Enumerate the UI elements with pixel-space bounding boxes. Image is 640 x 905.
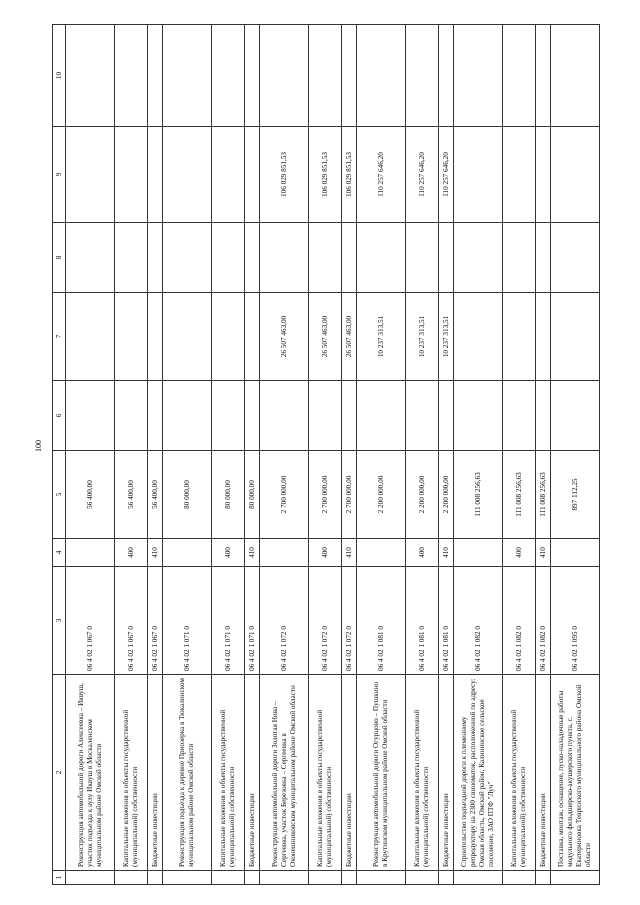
item-name-cell: Бюджетные инвестиции [148,675,163,871]
amount-cell [551,25,600,127]
amount-cell [551,293,600,381]
expense-type-cell [454,539,503,567]
expense-type-cell [551,539,600,567]
classification-code-cell: 06 4 02 1 072 0 [309,567,342,675]
amount-cell [309,223,342,293]
amount-cell [163,223,212,293]
amount-cell [212,25,245,127]
header-cell: 5 [53,451,66,539]
amount-cell [212,127,245,223]
amount-cell [163,127,212,223]
amount-cell [454,381,503,451]
amount-cell: 2 700 000,00 [309,451,342,539]
expense-type-cell: 400 [212,539,245,567]
amount-cell [503,223,536,293]
table-row [357,25,406,885]
amount-cell [66,223,115,293]
rotated-page [52,25,632,885]
row-index-cell [66,871,115,885]
amount-cell [115,127,148,223]
amount-cell: 110 257 646,20 [357,127,406,223]
row-index-cell [342,871,357,885]
amount-cell [212,223,245,293]
item-name-cell: Реконструкция автомобильной дороги Золотая Нива – Сергеевка, участок Березовка – Сергеевка в Оконешниковском муниципальном районе Омской области [260,675,309,871]
item-name-cell: Строительство подъездной дороги к племенному репродуктору на 2300 свиноматок, расположенной по адресу: Омская область, Омский район, Калининское сельское поселение, ЗАО ПТФ "Луч" [454,675,503,871]
amount-cell [503,381,536,451]
amount-cell [536,25,551,127]
amount-cell: 56 400,00 [66,451,115,539]
classification-code-cell: 06 4 02 1 082 0 [454,567,503,675]
classification-code-cell: 06 4 02 1 082 0 [503,567,536,675]
amount-cell: 10 237 313,51 [406,293,439,381]
amount-cell [115,223,148,293]
amount-cell [260,381,309,451]
amount-cell: 106 029 851,53 [309,127,342,223]
amount-cell [148,381,163,451]
item-name-cell: Бюджетные инвестиции [439,675,454,871]
item-name-cell: Бюджетные инвестиции [245,675,260,871]
expense-type-cell: 410 [342,539,357,567]
amount-cell [163,381,212,451]
table-row [536,25,551,885]
header-row [53,25,66,885]
amount-cell [342,223,357,293]
expense-type-cell: 410 [245,539,260,567]
expense-type-cell: 410 [439,539,454,567]
amount-cell [260,25,309,127]
classification-code-cell: 06 4 02 1 081 0 [357,567,406,675]
row-index-cell [148,871,163,885]
amount-cell [309,25,342,127]
amount-cell: 106 029 851,53 [260,127,309,223]
header-cell: 10 [53,25,66,127]
item-name-cell: Бюджетные инвестиции [342,675,357,871]
item-name-cell: Капитальные вложения в объекты государственной (муниципальной) собственности [309,675,342,871]
amount-cell [454,293,503,381]
amount-cell [503,293,536,381]
amount-cell [66,25,115,127]
row-index-cell [357,871,406,885]
header-cell: 6 [53,381,66,451]
expense-type-cell: 410 [148,539,163,567]
table-row [551,25,600,885]
row-index-cell [454,871,503,885]
amount-cell: 80 000,00 [245,451,260,539]
amount-cell [503,127,536,223]
expense-type-cell: 400 [503,539,536,567]
amount-cell [115,381,148,451]
amount-cell [66,381,115,451]
classification-code-cell: 06 4 02 1 071 0 [212,567,245,675]
header-cell: 8 [53,223,66,293]
header-cell: 4 [53,539,66,567]
header-cell: 2 [53,675,66,871]
amount-cell [148,293,163,381]
amount-cell [148,223,163,293]
amount-cell: 2 700 000,00 [260,451,309,539]
header-cell: 3 [53,567,66,675]
amount-cell: 26 507 463,00 [342,293,357,381]
amount-cell [212,293,245,381]
amount-cell: 897 112,25 [551,451,600,539]
table-row [66,25,115,885]
amount-cell [551,127,600,223]
amount-cell [357,381,406,451]
amount-cell [260,223,309,293]
amount-cell: 110 257 646,20 [439,127,454,223]
row-index-cell [439,871,454,885]
item-name-cell: Капитальные вложения в объекты государственной (муниципальной) собственности [212,675,245,871]
table-row [454,25,503,885]
amount-cell [439,223,454,293]
row-index-cell [551,871,600,885]
amount-cell [163,293,212,381]
amount-cell [66,293,115,381]
amount-cell [454,223,503,293]
amount-cell: 80 000,00 [163,451,212,539]
amount-cell [357,223,406,293]
item-name-cell: Бюджетные инвестиции [536,675,551,871]
amount-cell: 111 008 256,63 [454,451,503,539]
amount-cell [439,381,454,451]
classification-code-cell: 06 4 02 1 081 0 [439,567,454,675]
amount-cell [536,223,551,293]
item-name-cell: Капитальные вложения в объекты государственной (муниципальной) собственности [115,675,148,871]
amount-cell [536,293,551,381]
expense-type-cell: 400 [115,539,148,567]
amount-cell [342,25,357,127]
amount-cell [115,25,148,127]
amount-cell: 2 200 000,00 [406,451,439,539]
expense-type-cell: 400 [309,539,342,567]
row-index-cell [260,871,309,885]
table-row [148,25,163,885]
amount-cell: 106 029 851,53 [342,127,357,223]
amount-cell [536,381,551,451]
classification-code-cell: 06 4 02 1 067 0 [66,567,115,675]
item-name-cell: Реконструкция автомобильной дороги Огурцово – Пушкино в Крутинском муниципальном районе Омской области [357,675,406,871]
amount-cell [245,223,260,293]
amount-cell: 2 200 000,00 [357,451,406,539]
table-row [245,25,260,885]
amount-cell [454,25,503,127]
amount-cell [148,127,163,223]
table-row [115,25,148,885]
amount-cell [454,127,503,223]
header-cell: 7 [53,293,66,381]
amount-cell: 10 237 313,51 [439,293,454,381]
table-row [406,25,439,885]
amount-cell: 111 008 256,63 [503,451,536,539]
amount-cell [245,381,260,451]
amount-cell: 111 008 256,63 [536,451,551,539]
amount-cell [406,223,439,293]
amount-cell: 110 257 646,20 [406,127,439,223]
classification-code-cell: 06 4 02 1 095 0 [551,567,600,675]
table-row [342,25,357,885]
amount-cell [66,127,115,223]
table-row [309,25,342,885]
expense-type-cell [357,539,406,567]
amount-cell [148,25,163,127]
amount-cell: 56 400,00 [115,451,148,539]
amount-cell [245,293,260,381]
amount-cell [342,381,357,451]
amount-cell [309,381,342,451]
table-row [260,25,309,885]
row-index-cell [309,871,342,885]
amount-cell: 26 507 463,00 [309,293,342,381]
table-row [212,25,245,885]
budget-table [52,24,600,885]
amount-cell [115,293,148,381]
amount-cell [245,25,260,127]
amount-cell [439,25,454,127]
header-cell: 9 [53,127,66,223]
row-index-cell [212,871,245,885]
classification-code-cell: 06 4 02 1 071 0 [163,567,212,675]
row-index-cell [115,871,148,885]
classification-code-cell: 06 4 02 1 067 0 [148,567,163,675]
row-index-cell [536,871,551,885]
amount-cell [406,25,439,127]
amount-cell: 2 700 000,00 [342,451,357,539]
item-name-cell: Реконструкция подъезда к деревне Приозерка в Тюкалинском муниципальном районе Омской области [163,675,212,871]
amount-cell [163,25,212,127]
amount-cell [503,25,536,127]
item-name-cell: Поставка, монтаж, оснащение, пуско-наладочные работы модульного фельдшерско-акушерского пункта, с. Екатериновка Тевризского муниципального района Омской области [551,675,600,871]
classification-code-cell: 06 4 02 1 072 0 [342,567,357,675]
row-index-cell [163,871,212,885]
amount-cell [536,127,551,223]
amount-cell [406,381,439,451]
amount-cell: 10 237 313,51 [357,293,406,381]
item-name-cell: Капитальные вложения в объекты государственной (муниципальной) собственности [503,675,536,871]
classification-code-cell: 06 4 02 1 082 0 [536,567,551,675]
table-row [439,25,454,885]
expense-type-cell [163,539,212,567]
expense-type-cell: 400 [406,539,439,567]
amount-cell [551,381,600,451]
header-cell: 1 [53,871,66,885]
amount-cell: 26 507 463,00 [260,293,309,381]
classification-code-cell: 06 4 02 1 067 0 [115,567,148,675]
amount-cell [212,381,245,451]
classification-code-cell: 06 4 02 1 071 0 [245,567,260,675]
row-index-cell [245,871,260,885]
amount-cell [357,25,406,127]
amount-cell: 2 200 000,00 [439,451,454,539]
classification-code-cell: 06 4 02 1 072 0 [260,567,309,675]
expense-type-cell: 410 [536,539,551,567]
amount-cell: 56 400,00 [148,451,163,539]
row-index-cell [503,871,536,885]
table-row [503,25,536,885]
expense-type-cell [260,539,309,567]
amount-cell: 80 000,00 [212,451,245,539]
row-index-cell [406,871,439,885]
page-number: 100 [34,440,43,452]
expense-type-cell [66,539,115,567]
table-row [163,25,212,885]
amount-cell [245,127,260,223]
item-name-cell: Реконструкция автомобильной дороги Алексеевка – Иквуш, участок подъезда к аулу Иквуш в Москаленском муниципальном районе Омской области [66,675,115,871]
amount-cell [551,223,600,293]
item-name-cell: Капитальные вложения в объекты государственной (муниципальной) собственности [406,675,439,871]
classification-code-cell: 06 4 02 1 081 0 [406,567,439,675]
